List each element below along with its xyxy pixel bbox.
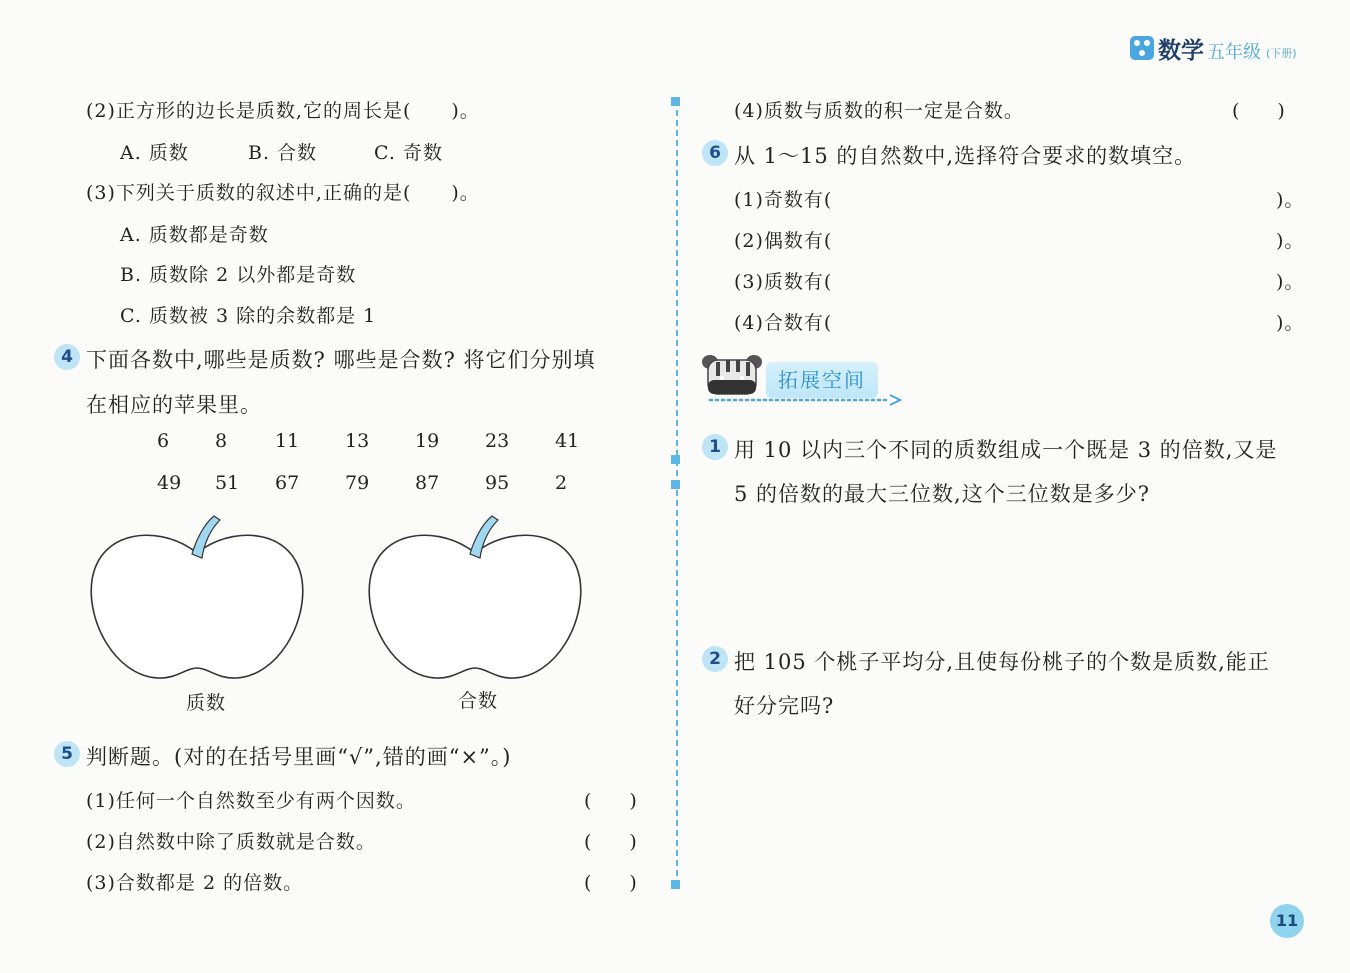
header-grade: 五年级 bbox=[1207, 42, 1261, 63]
q5-answer-4[interactable]: ( ) bbox=[1232, 100, 1285, 122]
q6-number: 6 bbox=[702, 140, 728, 166]
q5-item-3: (3)合数都是 2 的倍数。 bbox=[86, 872, 304, 894]
page-number: 11 bbox=[1270, 904, 1304, 938]
apple-prime-drawing[interactable] bbox=[86, 510, 308, 686]
q4-line2: 在相应的苹果里。 bbox=[86, 393, 262, 417]
header-volume: (下册) bbox=[1266, 47, 1297, 60]
q4-num-r2-3: 67 bbox=[275, 472, 300, 494]
q5-title: 判断题。(对的在括号里画“√”,错的画“×”。) bbox=[86, 745, 512, 769]
q3-2-stem: (2)正方形的边长是质数,它的周长是( )。 bbox=[86, 100, 480, 122]
expand-q2-line2: 好分完吗? bbox=[734, 694, 835, 718]
q5-answer-1[interactable]: ( ) bbox=[584, 790, 637, 812]
q4-num-r2-1: 49 bbox=[157, 472, 182, 494]
q6-close-1[interactable]: )。 bbox=[1276, 189, 1305, 211]
divider-marker-bottom bbox=[671, 880, 680, 889]
expand-q1-line2: 5 的倍数的最大三位数,这个三位数是多少? bbox=[734, 482, 1150, 506]
column-divider bbox=[676, 100, 678, 886]
q4-num-r1-5: 19 bbox=[415, 430, 440, 452]
q5-answer-2[interactable]: ( ) bbox=[584, 831, 637, 853]
q6-item-1: (1)奇数有( bbox=[734, 189, 833, 211]
header-title: 数学 bbox=[1158, 38, 1204, 64]
q4-num-r2-7: 2 bbox=[555, 472, 568, 494]
q4-number: 4 bbox=[54, 344, 80, 370]
expand-q1-line1: 用 10 以内三个不同的质数组成一个既是 3 的倍数,又是 bbox=[734, 438, 1278, 462]
q3-2-option-c: C. 奇数 bbox=[374, 142, 443, 164]
q6-close-3[interactable]: )。 bbox=[1276, 271, 1305, 293]
q4-num-r1-4: 13 bbox=[345, 430, 370, 452]
q4-num-r2-4: 79 bbox=[345, 472, 370, 494]
q5-answer-3[interactable]: ( ) bbox=[584, 872, 637, 894]
q6-title: 从 1～15 的自然数中,选择符合要求的数填空。 bbox=[734, 144, 1197, 168]
q6-close-4[interactable]: )。 bbox=[1276, 312, 1305, 334]
q4-line1: 下面各数中,哪些是质数? 哪些是合数? 将它们分别填 bbox=[86, 348, 596, 372]
q3-2-option-a: A. 质数 bbox=[120, 142, 189, 164]
q6-item-3: (3)质数有( bbox=[734, 271, 833, 293]
q5-item-4: (4)质数与质数的积一定是合数。 bbox=[734, 100, 1024, 122]
q4-num-r2-2: 51 bbox=[215, 472, 240, 494]
q5-number: 5 bbox=[54, 741, 80, 767]
divider-marker-mid2 bbox=[671, 480, 680, 489]
q3-3-option-a: A. 质数都是奇数 bbox=[120, 224, 269, 246]
book-logo-icon bbox=[1130, 36, 1154, 60]
q3-2-option-b: B. 合数 bbox=[248, 142, 318, 164]
q4-num-r1-6: 23 bbox=[485, 430, 510, 452]
q4-num-r1-2: 8 bbox=[215, 430, 228, 452]
divider-marker-top bbox=[671, 97, 680, 106]
q6-item-4: (4)合数有( bbox=[734, 312, 833, 334]
q5-item-2: (2)自然数中除了质数就是合数。 bbox=[86, 831, 376, 853]
q4-num-r1-1: 6 bbox=[157, 430, 170, 452]
apple-composite-drawing[interactable] bbox=[364, 510, 586, 686]
apple-prime-label: 质数 bbox=[186, 692, 227, 714]
q4-num-r1-3: 11 bbox=[275, 430, 300, 452]
q3-3-stem: (3)下列关于质数的叙述中,正确的是( )。 bbox=[86, 182, 480, 204]
q6-item-2: (2)偶数有( bbox=[734, 230, 833, 252]
expand-section-title: 拓展空间 bbox=[766, 362, 878, 398]
zebra-mascot-icon bbox=[700, 352, 764, 398]
expand-dotted-arrow bbox=[708, 394, 904, 406]
q4-num-r1-7: 41 bbox=[555, 430, 580, 452]
expand-q2-number: 2 bbox=[702, 646, 728, 672]
expand-q2-line1: 把 105 个桃子平均分,且使每份桃子的个数是质数,能正 bbox=[734, 650, 1270, 674]
q4-num-r2-5: 87 bbox=[415, 472, 440, 494]
q3-3-option-b: B. 质数除 2 以外都是奇数 bbox=[120, 264, 357, 286]
expand-q1-number: 1 bbox=[702, 434, 728, 460]
q4-num-r2-6: 95 bbox=[485, 472, 510, 494]
q6-close-2[interactable]: )。 bbox=[1276, 230, 1305, 252]
divider-marker-mid1 bbox=[671, 455, 680, 464]
q5-item-1: (1)任何一个自然数至少有两个因数。 bbox=[86, 790, 416, 812]
apple-composite-label: 合数 bbox=[458, 690, 499, 712]
q3-3-option-c: C. 质数被 3 除的余数都是 1 bbox=[120, 305, 377, 327]
